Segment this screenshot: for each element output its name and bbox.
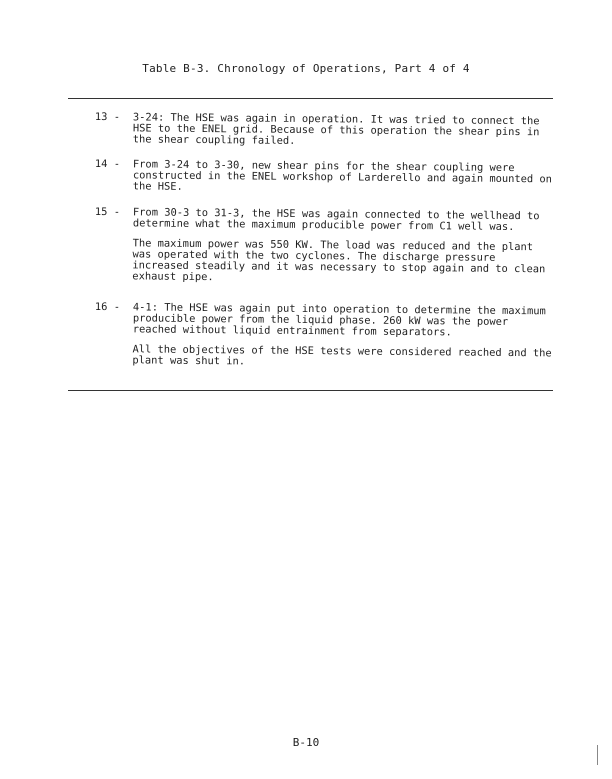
entry-text: From 30-3 to 31-3, the HSE was again connected to the wellhead to determine what the maximum producible power from C1 well was. bbox=[132, 206, 540, 234]
chronology-entry-14 bbox=[95, 159, 555, 196]
entry-text: 3-24: The HSE was again in operation. It was tried to connect the HSE to the ENEL grid. Because of this operation the shear pins in the shear coupling failed. bbox=[132, 111, 540, 147]
table-title: Table B-3. Chronology of Operations, Part 4 of 4 bbox=[142, 62, 470, 75]
entry-number: 13 - bbox=[94, 111, 121, 124]
entry-number: 15 - bbox=[94, 206, 121, 219]
page-number: B-10 bbox=[292, 736, 320, 749]
entry-text: From 3-24 to 3-30, new shear pins for the shear coupling were constructed in the ENEL workshop of Larderello and again mounted on the HSE. bbox=[132, 158, 553, 193]
chronology-entry-15 bbox=[94, 207, 555, 286]
entry-text: 4-1: The HSE was again put into operation to determine the maximum producible power from the liquid phase. 260 kW was the power reached without liquid entrainment from separators. bbox=[132, 301, 546, 339]
scan-edge-mark bbox=[597, 745, 598, 765]
bottom-rule bbox=[68, 390, 553, 391]
entry-number: 14 - bbox=[94, 158, 121, 171]
entry-text-continued: The maximum power was 550 KW. The load was reduced and the plant was operated with the two cyclones. The discharge pressure increased steadily and it was necessary to stop again and to clean exhaust pipe. bbox=[132, 237, 546, 284]
entry-text-continued: All the objectives of the HSE tests were considered reached and the plant was shut in. bbox=[132, 343, 552, 368]
chronology-entry-13 bbox=[95, 112, 555, 149]
top-rule bbox=[68, 98, 553, 99]
chronology-entry-16 bbox=[94, 302, 555, 370]
entry-number: 16 - bbox=[94, 301, 121, 314]
